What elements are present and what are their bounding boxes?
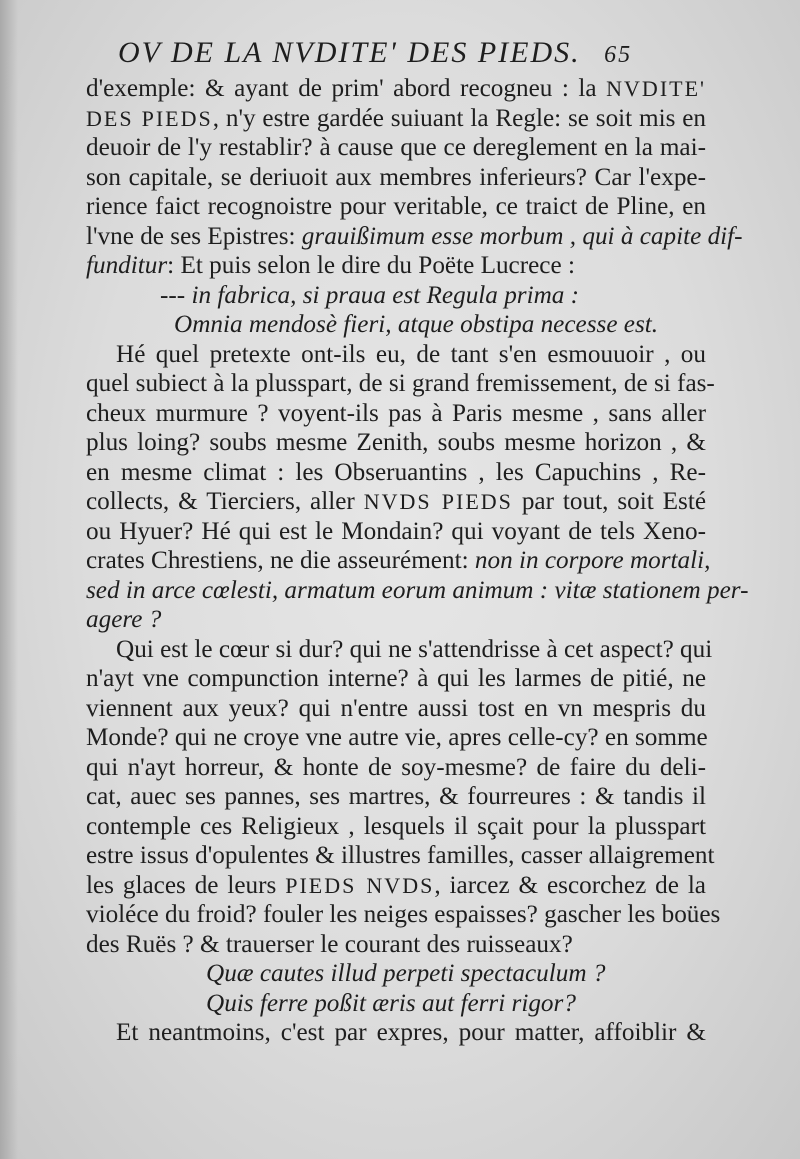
text-run: plus loing? soubs mesme Zenith, soubs mesme horizon , & <box>86 429 706 456</box>
text-line <box>86 812 706 842</box>
text-line <box>86 694 706 724</box>
text-line <box>86 871 706 901</box>
text-run: sed in arce cœlesti, armatum eorum animum : vitæ stationem per- <box>86 576 749 604</box>
text-run: par tout, soit Esté <box>512 488 706 515</box>
text-run: NVDITE' <box>606 76 706 101</box>
text-run: --- in fabrica, si praua est Regula prima : <box>160 281 580 309</box>
text-run: crates Chrestiens, ne die asseurément: <box>86 547 475 574</box>
text-run: Monde? qui ne croye vne autre vie, apres celle-cy? en somme <box>86 724 708 751</box>
text-run: cheux murmure ? voyent-ils pas à Paris mesme , sans aller <box>86 399 706 427</box>
text-run: , n'y estre gardée suiuant la Regle: se soit mis en <box>212 104 707 132</box>
text-line <box>86 222 743 252</box>
text-run: ou Hyuer? Hé qui est le Mondain? qui voyant de tels Xeno- <box>86 517 706 545</box>
text-line <box>86 546 711 576</box>
text-run: n'ayt vne compunction interne? à qui les larmes de pitié, ne <box>86 665 706 692</box>
text-line <box>86 369 715 399</box>
text-run: non in corpore mortali, <box>474 547 711 574</box>
text-line <box>86 635 713 665</box>
text-line <box>86 900 721 930</box>
text-run: PIEDS NVDS <box>285 872 435 898</box>
text-line <box>86 605 706 635</box>
text-run: en mesme climat : les Obseruantins , les Capuchins , Re- <box>86 458 706 486</box>
text-block <box>86 36 749 1048</box>
text-run: Et neantmoins, c'est par expres, pour matter, affoiblir & <box>116 1019 706 1046</box>
text-line <box>86 959 706 989</box>
text-run: Hé quel pretexte ont-ils eu, de tant s'en esmouuoir , ou <box>116 340 706 368</box>
text-run: grauißimum esse morbum , qui à capite dif- <box>301 222 743 250</box>
text-line <box>86 930 706 960</box>
text-run: estre issus d'opulentes & illustres familles, casser allaigrement <box>86 842 715 869</box>
text-line <box>86 753 706 783</box>
body-text <box>86 74 749 1048</box>
text-line <box>86 281 706 311</box>
text-line <box>86 251 706 281</box>
text-line <box>86 517 706 547</box>
text-run: , iarcez & escorchez de la <box>434 871 706 899</box>
text-run: des Ruës ? & trauerser le courant des ruisseaux? <box>86 930 573 958</box>
text-run: : Et puis selon le dire du Poëte Lucrece : <box>167 252 575 279</box>
page-number: 65 <box>604 42 633 68</box>
text-line <box>86 192 706 222</box>
text-run: Qui est le cœur si dur? qui ne s'attendrisse à cet aspect? qui <box>116 635 713 663</box>
text-line <box>86 163 706 193</box>
text-run: rience faict recognoistre pour veritable, ce traict de Pline, en <box>86 193 706 220</box>
text-run: son capitale, se deriuoit aux membres inferieurs? Car l'expe- <box>86 163 706 191</box>
text-run: collects, & Tierciers, aller <box>86 488 364 515</box>
text-run: NVDS PIEDS <box>363 489 513 514</box>
text-line <box>86 782 706 812</box>
running-head-title: OV DE LA NVDITE' DES PIEDS. <box>118 36 581 69</box>
text-run: contemple ces Religieux , lesquels il sçait pour la plusspart <box>86 812 706 840</box>
text-run: agere ? <box>86 606 162 633</box>
text-line <box>86 1018 706 1048</box>
text-run: deuoir de l'y restablir? à cause que ce dereglement en la mai- <box>86 134 706 161</box>
text-line <box>86 104 706 134</box>
text-run: Omnia mendosè fieri, atque obstipa necesse est. <box>174 311 659 338</box>
text-line <box>86 664 706 694</box>
running-head <box>118 36 706 72</box>
text-run: cat, auec ses pannes, ses martres, & fourreures : & tandis il <box>86 783 706 810</box>
text-line <box>86 340 706 370</box>
text-line <box>86 458 706 488</box>
text-line <box>86 74 706 104</box>
text-line <box>86 133 706 163</box>
text-run: Quis ferre poßit æris aut ferri rigor? <box>206 989 576 1017</box>
text-run: DES PIEDS <box>86 105 213 131</box>
text-run: viennent aux yeux? qui n'entre aussi tost en vn mespris du <box>86 694 706 722</box>
text-run: l'vne de ses Epistres: <box>86 222 302 250</box>
text-run: violéce du froid? fouler les neiges espaisses? gascher les boües <box>86 901 721 928</box>
text-line <box>86 576 749 606</box>
text-line <box>86 428 706 458</box>
text-line <box>86 399 706 429</box>
text-line <box>86 841 715 871</box>
text-line <box>86 723 706 753</box>
text-run: funditur <box>86 252 168 279</box>
text-run: Quæ cautes illud perpeti spectaculum ? <box>206 960 606 987</box>
text-line <box>86 989 706 1019</box>
text-run: les glaces de leurs <box>86 871 286 899</box>
text-run: qui n'ayt horreur, & honte de soy-mesme? de faire du deli- <box>86 753 706 781</box>
text-run: quel subiect à la plusspart, de si grand fremissement, de si fas- <box>86 370 715 397</box>
text-line <box>86 310 706 340</box>
text-run: d'exemple: & ayant de prim' abord recogneu : la <box>86 75 607 102</box>
text-line <box>86 487 706 517</box>
